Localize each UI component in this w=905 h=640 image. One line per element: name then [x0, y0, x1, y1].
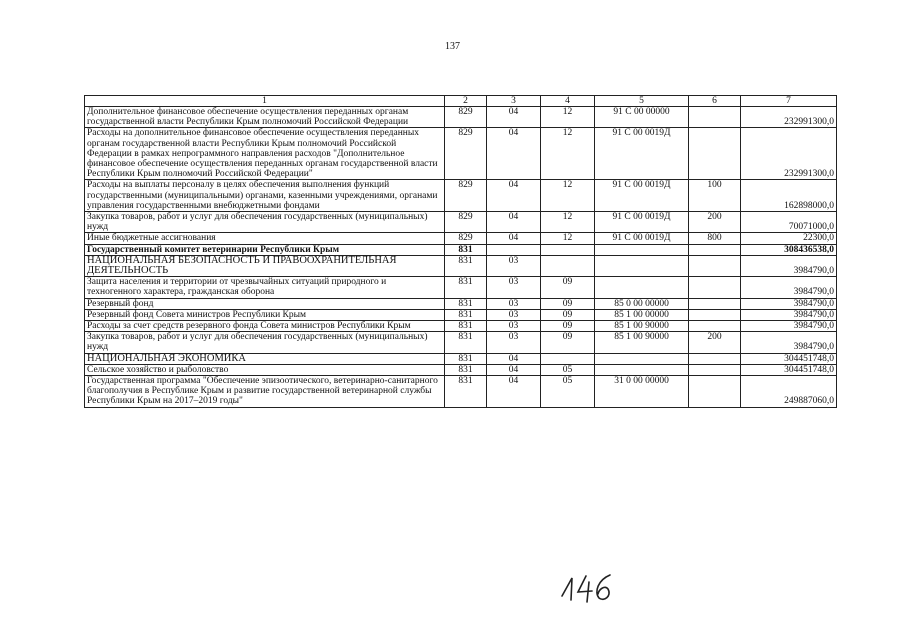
row-subsection	[541, 353, 595, 364]
row-section: 04	[487, 128, 541, 180]
row-target-article	[595, 353, 689, 364]
table-row	[85, 332, 837, 353]
row-expense-type	[689, 364, 741, 375]
row-target-article: 85 0 00 00000	[595, 298, 689, 309]
row-name: НАЦИОНАЛЬНАЯ ЭКОНОМИКА	[85, 353, 445, 364]
row-subsection: 12	[541, 212, 595, 233]
row-subsection: 09	[541, 332, 595, 353]
row-subsection	[541, 244, 595, 255]
row-target-article: 91 С 00 0019Д	[595, 128, 689, 180]
row-target-article: 85 1 00 90000	[595, 332, 689, 353]
row-expense-type	[689, 321, 741, 332]
row-expense-type: 800	[689, 233, 741, 244]
row-section: 03	[487, 255, 541, 276]
table-row	[85, 321, 837, 332]
row-target-article	[595, 244, 689, 255]
row-ministry-code: 831	[445, 255, 487, 276]
row-subsection: 12	[541, 128, 595, 180]
row-section: 03	[487, 332, 541, 353]
header-cell-1: 1	[85, 96, 445, 107]
row-name: Дополнительное финансовое обеспечение осуществления переданных органам государственной власти Республики Крым полномочий Российской Федерации	[85, 107, 445, 128]
row-section: 04	[487, 212, 541, 233]
header-cell-2: 2	[445, 96, 487, 107]
table-row	[85, 128, 837, 180]
row-ministry-code: 831	[445, 244, 487, 255]
row-amount: 3984790,0	[741, 255, 837, 276]
row-ministry-code: 831	[445, 277, 487, 298]
row-section: 04	[487, 180, 541, 212]
row-amount: 308436538,0	[741, 244, 837, 255]
row-expense-type	[689, 277, 741, 298]
row-amount: 232991300,0	[741, 128, 837, 180]
page-number: 137	[445, 41, 460, 52]
row-section: 03	[487, 277, 541, 298]
row-target-article: 85 1 00 00000	[595, 309, 689, 320]
row-amount: 3984790,0	[741, 321, 837, 332]
row-ministry-code: 829	[445, 233, 487, 244]
row-target-article: 85 1 00 90000	[595, 321, 689, 332]
row-expense-type: 100	[689, 180, 741, 212]
row-target-article: 91 С 00 0019Д	[595, 233, 689, 244]
row-amount: 70071000,0	[741, 212, 837, 233]
table-row	[85, 212, 837, 233]
row-expense-type: 200	[689, 212, 741, 233]
row-subsection	[541, 255, 595, 276]
table-row	[85, 353, 837, 364]
row-amount: 3984790,0	[741, 277, 837, 298]
row-target-article: 91 С 00 0019Д	[595, 212, 689, 233]
row-name: Государственная программа "Обеспечение эпизоотического, ветеринарно-санитарного благополучия в Республике Крым и развитие государственной ветеринарной службы Республики Крым на 2017–2019 годы"	[85, 376, 445, 408]
row-name: Расходы на выплаты персоналу в целях обеспечения выполнения функций государственными (муниципальными) органами, казенными учреждениями, органами управления государственными внебюджетными фондами	[85, 180, 445, 212]
row-name: Иные бюджетные ассигнования	[85, 233, 445, 244]
table-row	[85, 309, 837, 320]
row-ministry-code: 829	[445, 107, 487, 128]
row-subsection: 12	[541, 233, 595, 244]
row-expense-type	[689, 107, 741, 128]
row-subsection: 12	[541, 180, 595, 212]
row-name: Сельское хозяйство и рыболовство	[85, 364, 445, 375]
table-row	[85, 376, 837, 408]
table-row	[85, 233, 837, 244]
row-ministry-code: 831	[445, 309, 487, 320]
row-ministry-code: 831	[445, 321, 487, 332]
row-ministry-code: 831	[445, 332, 487, 353]
row-expense-type	[689, 376, 741, 408]
row-expense-type	[689, 309, 741, 320]
row-section: 04	[487, 364, 541, 375]
table-row	[85, 364, 837, 375]
row-section	[487, 244, 541, 255]
row-amount: 3984790,0	[741, 309, 837, 320]
row-ministry-code: 829	[445, 212, 487, 233]
row-subsection: 09	[541, 309, 595, 320]
row-section: 03	[487, 298, 541, 309]
row-target-article: 91 С 00 0019Д	[595, 180, 689, 212]
row-target-article: 31 0 00 00000	[595, 376, 689, 408]
row-section: 04	[487, 233, 541, 244]
row-amount: 232991300,0	[741, 107, 837, 128]
header-cell-3: 3	[487, 96, 541, 107]
row-name: НАЦИОНАЛЬНАЯ БЕЗОПАСНОСТЬ И ПРАВООХРАНИТЕЛЬНАЯ ДЕЯТЕЛЬНОСТЬ	[85, 255, 445, 276]
row-target-article: 91 С 00 00000	[595, 107, 689, 128]
row-subsection: 12	[541, 107, 595, 128]
handwritten-page-number	[558, 570, 618, 604]
row-ministry-code: 829	[445, 128, 487, 180]
header-cell-7: 7	[741, 96, 837, 107]
row-name: Закупка товаров, работ и услуг для обеспечения государственных (муниципальных) нужд	[85, 212, 445, 233]
row-target-article	[595, 255, 689, 276]
row-name: Государственный комитет ветеринарии Республики Крым	[85, 244, 445, 255]
row-name: Защита населения и территории от чрезвычайных ситуаций природного и техногенного характера, гражданская оборона	[85, 277, 445, 298]
table-row	[85, 180, 837, 212]
header-cell-5: 5	[595, 96, 689, 107]
row-expense-type: 200	[689, 332, 741, 353]
row-amount: 3984790,0	[741, 332, 837, 353]
header-row	[85, 96, 837, 107]
table-row	[85, 107, 837, 128]
row-name: Расходы за счет средств резервного фонда Совета министров Республики Крым	[85, 321, 445, 332]
row-ministry-code: 831	[445, 364, 487, 375]
header-cell-4: 4	[541, 96, 595, 107]
row-amount: 249887060,0	[741, 376, 837, 408]
row-subsection: 09	[541, 298, 595, 309]
row-expense-type	[689, 353, 741, 364]
row-expense-type	[689, 244, 741, 255]
row-amount: 304451748,0	[741, 353, 837, 364]
header-cell-6: 6	[689, 96, 741, 107]
row-expense-type	[689, 298, 741, 309]
row-amount: 22300,0	[741, 233, 837, 244]
row-section: 04	[487, 107, 541, 128]
row-subsection: 09	[541, 321, 595, 332]
row-ministry-code: 831	[445, 376, 487, 408]
table-row	[85, 277, 837, 298]
row-target-article	[595, 364, 689, 375]
row-amount: 162898000,0	[741, 180, 837, 212]
row-ministry-code: 831	[445, 353, 487, 364]
row-section: 04	[487, 353, 541, 364]
row-section: 03	[487, 321, 541, 332]
row-subsection: 09	[541, 277, 595, 298]
row-section: 04	[487, 376, 541, 408]
row-target-article	[595, 277, 689, 298]
row-amount: 304451748,0	[741, 364, 837, 375]
row-ministry-code: 829	[445, 180, 487, 212]
budget-table	[84, 95, 837, 408]
row-name: Закупка товаров, работ и услуг для обеспечения государственных (муниципальных) нужд	[85, 332, 445, 353]
row-expense-type	[689, 255, 741, 276]
table-row	[85, 255, 837, 276]
row-name: Резервный фонд Совета министров Республики Крым	[85, 309, 445, 320]
row-name: Резервный фонд	[85, 298, 445, 309]
row-expense-type	[689, 128, 741, 180]
row-subsection: 05	[541, 364, 595, 375]
row-name: Расходы на дополнительное финансовое обеспечение осуществления переданных органам государственной власти Республики Крым полномочий Российской Федерации в рамках непрограммного направления расходов "Дополнительное финансовое обеспечение осуществления переданных органам государственной власти Республики Крым полномочий Российской Федерации"	[85, 128, 445, 180]
row-subsection: 05	[541, 376, 595, 408]
table-row	[85, 244, 837, 255]
row-section: 03	[487, 309, 541, 320]
table-row	[85, 298, 837, 309]
row-amount: 3984790,0	[741, 298, 837, 309]
row-ministry-code: 831	[445, 298, 487, 309]
